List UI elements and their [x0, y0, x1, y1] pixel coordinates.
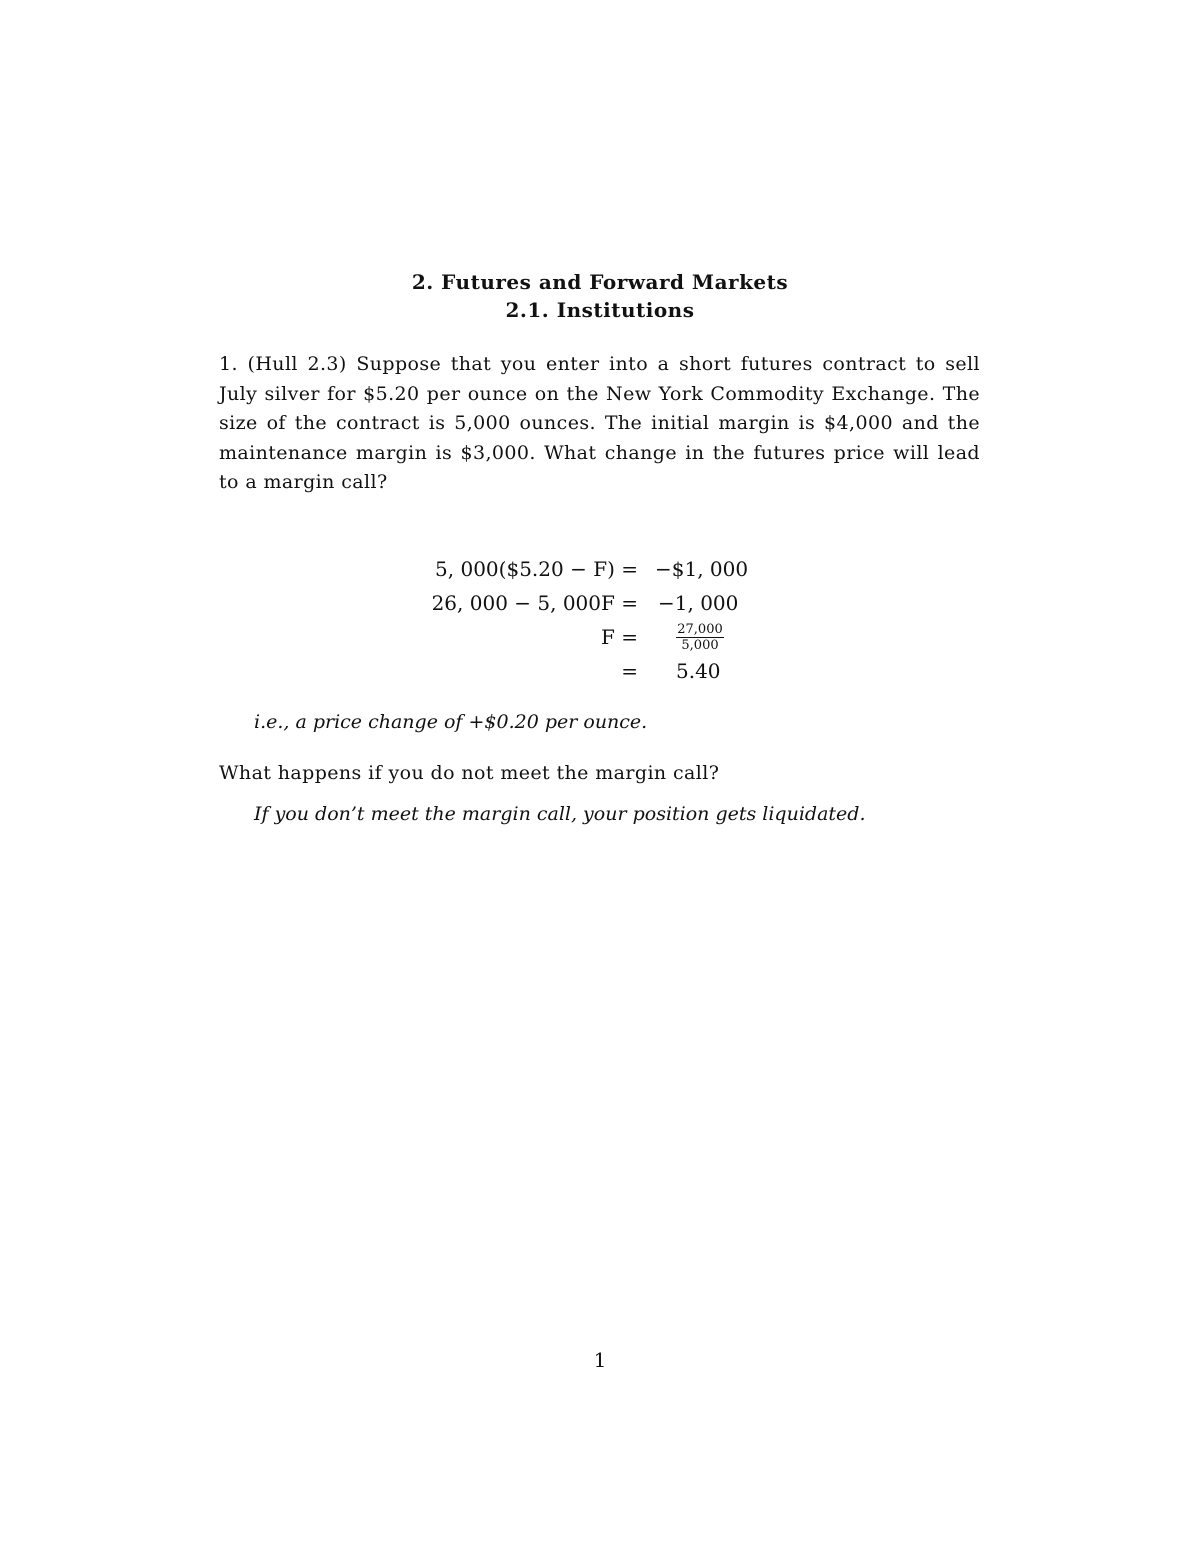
- follow-up-question: What happens if you do not meet the margin call?: [219, 762, 720, 784]
- follow-up-answer: If you don’t meet the margin call, your position gets liquidated.: [254, 803, 866, 825]
- fraction-numerator: 27,000: [677, 622, 723, 637]
- fraction-denominator: 5,000: [681, 638, 719, 653]
- equation-3-lhs: F =: [601, 625, 638, 649]
- page-number: 1: [593, 1348, 607, 1372]
- subsection-title: 2.1. Institutions: [505, 298, 695, 322]
- section-title: 2. Futures and Forward Markets: [411, 270, 789, 294]
- equation-2-rhs: −1, 000: [658, 591, 739, 615]
- equation-2-lhs: 26, 000 − 5, 000F =: [431, 591, 638, 615]
- answer-price-change: i.e., a price change of +$0.20 per ounce.: [254, 711, 648, 733]
- equation-1-lhs: 5, 000($5.20 − F) =: [435, 557, 638, 581]
- problem-statement: 1. (Hull 2.3) Suppose that you enter into a short futures contract to sell July silver for $5.20 per ounce on the New York Commodity Exchange. The size of the contract is 5,000 ounces. The initial margin is $4,000 and the maintenance margin is $3,000. What change in the futures price will lead to a margin call?: [219, 353, 980, 493]
- equation-3-fraction: [676, 622, 724, 653]
- equation-1-rhs: −$1, 000: [655, 557, 749, 581]
- equation-4-rhs: 5.40: [676, 659, 721, 683]
- equation-4-lhs: =: [621, 659, 638, 683]
